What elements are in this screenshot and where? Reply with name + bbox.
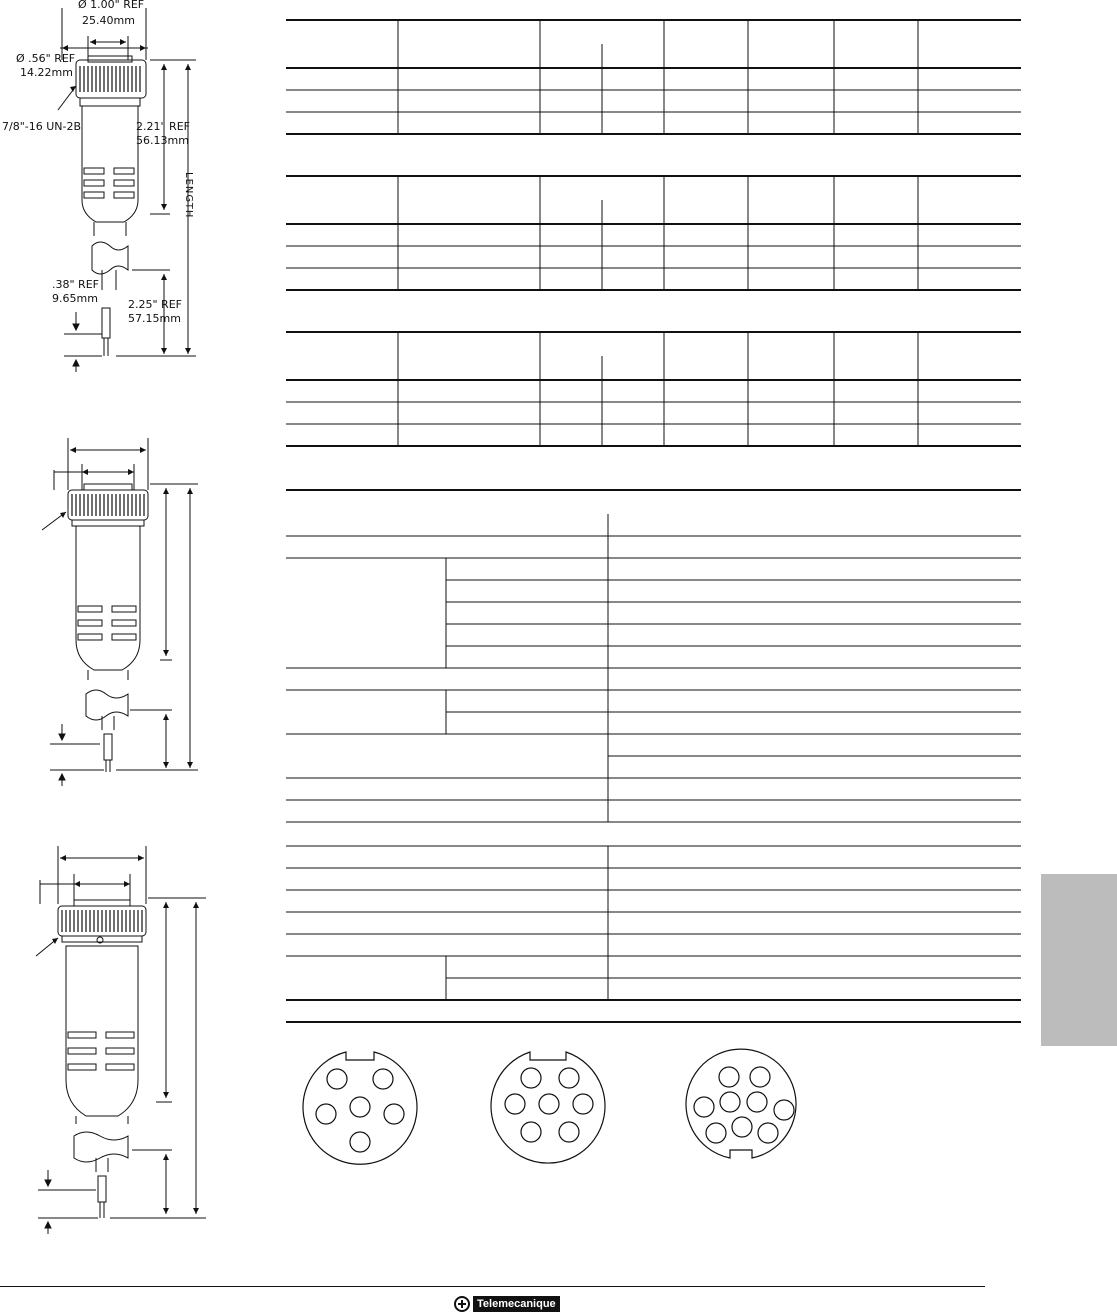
part-table-2 xyxy=(286,176,1021,290)
pinout-6-pin xyxy=(303,1052,417,1164)
outer-diameter-in: Ø 1.00" REF xyxy=(78,0,145,11)
inner-diameter-mm: 14.22mm xyxy=(20,66,73,79)
pinout-12-pin xyxy=(686,1049,796,1158)
pinout-8-pin xyxy=(491,1052,605,1163)
tip-length-in: .38" REF xyxy=(52,278,99,291)
part-table-3 xyxy=(286,332,1021,446)
brand-logo xyxy=(454,1296,560,1312)
body-length-mm: 56.13mm xyxy=(136,134,189,147)
lead-length-mm: 57.15mm xyxy=(128,312,181,325)
lead-length-in: 2.25" REF xyxy=(128,298,182,311)
length-label: LENGTH xyxy=(183,172,194,219)
footer-rule xyxy=(0,1286,985,1287)
inner-diameter-in: Ø .56" REF xyxy=(16,52,76,65)
specification-table xyxy=(286,490,1021,1000)
body-length-in: 2.21" REF xyxy=(136,120,190,133)
part-table-1 xyxy=(286,20,1021,134)
brand-name: Telemecanique xyxy=(473,1296,560,1312)
outer-diameter-mm: 25.40mm xyxy=(82,14,135,27)
section-tab xyxy=(1041,874,1117,1046)
brand-mark-icon xyxy=(454,1296,470,1312)
tip-length-mm: 9.65mm xyxy=(52,292,98,305)
thread-spec: 7/8"-16 UN-2B xyxy=(2,120,82,133)
